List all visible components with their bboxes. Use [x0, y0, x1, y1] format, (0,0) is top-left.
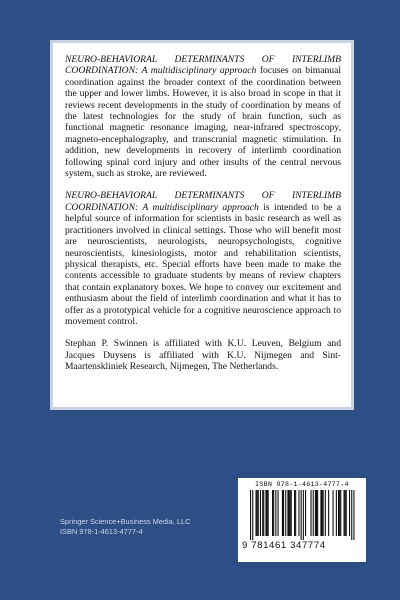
barcode-bar [275, 490, 276, 536]
barcode-bar [322, 490, 323, 536]
barcode-bar [353, 490, 354, 540]
barcode-lead-digit: 9 [242, 540, 248, 551]
barcode-bar [295, 490, 296, 536]
book-title-italic-1: NEURO-BEHAVIORAL DETERMINANTS OF INTERLIMB COORDINATION: A multidisciplinary approach [65, 54, 341, 77]
author-affiliations: Stephan P. Swinnen is affiliated with K.U. Leuven, Belgium and Jacques Duysens is affiliated with K.U. Nijmegen and Sint-Maartenskliniek Research, Nijmegen, The Netherlands. [65, 338, 341, 373]
barcode-bar [328, 490, 329, 536]
barcode-bar [316, 490, 317, 536]
barcode-bar [289, 490, 290, 536]
barcode-left-digits: 781461 [251, 540, 287, 551]
barcode-digits [242, 540, 362, 551]
barcode-bar [256, 490, 257, 536]
barcode-right-digits: 347774 [290, 540, 326, 551]
barcode-bar [267, 490, 268, 536]
publisher-info [60, 517, 190, 537]
barcode-bar [317, 490, 318, 536]
barcode-bar [268, 490, 269, 536]
barcode-bar [339, 490, 340, 536]
publisher-isbn: ISBN 978-1-4613-4777-4 [60, 527, 143, 536]
barcode-bar [257, 490, 258, 536]
barcode-bar [290, 490, 291, 536]
barcode-bar [263, 490, 264, 536]
barcode-icon [246, 490, 358, 540]
barcode-bar [323, 490, 324, 536]
barcode-bar [294, 490, 295, 536]
paragraph-2-text: is intended to be a helpful source of information for scientists in basic research as well as practitioners involved in clinical settings. Those who will benefit most are neuroscientists, neurologists, neuropsychologists, cognitive neuroscientists, kinesiologists, motor and rehabilitation scientists, physical therapists, etc. Special efforts have been made to make the contents accessible to graduate students by means of review chapters that contain explanatory boxes. We hope to convey our excitement and enthusiasm about the field of interlimb coordination and what it has to offer as a prototypical vehicle for a cognitive neuroscience approach to movement control. [65, 201, 342, 327]
barcode-bar [336, 490, 337, 536]
barcode-bar [252, 490, 253, 540]
description-paragraph-1 [65, 54, 341, 179]
barcode-bar [272, 490, 273, 536]
barcode-bar [291, 490, 292, 536]
barcode-bar [287, 490, 288, 536]
barcode-bar [325, 490, 326, 536]
barcode-bar [298, 490, 299, 536]
paragraph-1-text: focuses on bimanual coordination against the broader context of the coordination between the upper and lower limbs. However, it is also broad in scope in that it reviews recent developments in the study of coordination by means of the latest technologies for the study of brain function, such as functional magnetic resonance imaging, near-infrared spectroscopy, magneto-encephalography, and transcranial magnetic stimulation. In addition, new developments in recovery of interlimb coordination following spinal cord injury and other insults of the central nervous system, such as stroke, are reviewed. [65, 65, 342, 180]
barcode-bar [345, 490, 346, 536]
barcode-bar [278, 490, 279, 536]
barcode-bar [283, 490, 284, 536]
barcode-isbn-text: ISBN 978-1-4613-4777-4 [255, 481, 349, 488]
barcode-bar [340, 490, 341, 536]
book-title-italic-2: NEURO-BEHAVIORAL DETERMINANTS OF INTERLIMB COORDINATION: A multidisciplinary approach [65, 190, 341, 213]
barcode-bar [285, 490, 286, 536]
barcode-bar [315, 490, 316, 536]
barcode-bar [351, 490, 352, 540]
barcode-bar [305, 490, 306, 536]
barcode-bar [260, 490, 261, 536]
barcode-bar [282, 490, 283, 536]
barcode-label [238, 478, 366, 562]
barcode-bar [320, 490, 321, 536]
barcode-bar [349, 490, 350, 536]
barcode-bar [273, 490, 274, 536]
barcode-bar [311, 490, 312, 536]
barcode-bar [301, 490, 302, 540]
barcode-bar [313, 490, 314, 536]
publisher-name: Springer Science+Business Media, LLC [60, 517, 191, 526]
barcode-bar [265, 490, 266, 536]
barcode-bar [250, 490, 251, 540]
barcode-bar [344, 490, 345, 536]
barcode-bar [258, 490, 259, 536]
description-paragraph-2 [65, 190, 341, 327]
barcode-bar [303, 490, 304, 540]
barcode-bar [262, 490, 263, 536]
barcode-bar [333, 490, 334, 536]
description-panel [50, 40, 354, 410]
barcode-bar [346, 490, 347, 536]
barcode-bar [338, 490, 339, 536]
